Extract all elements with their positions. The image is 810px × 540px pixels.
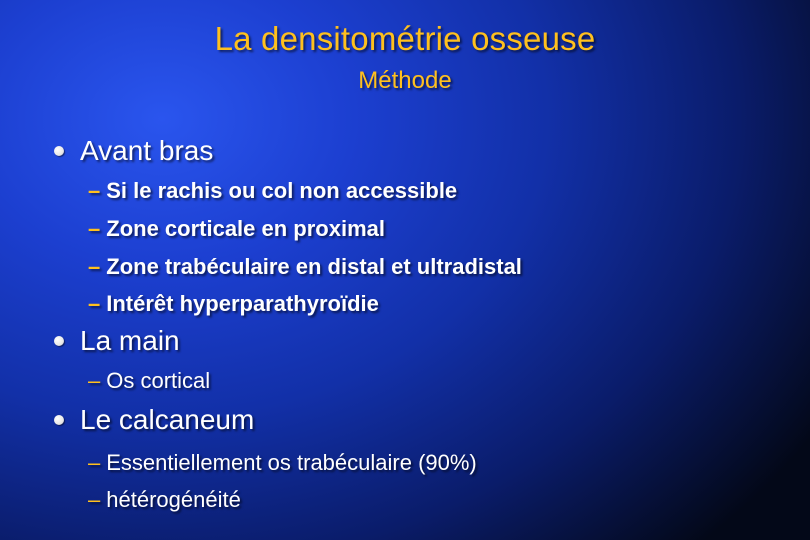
- sub-item-label: Si le rachis ou col non accessible: [106, 178, 458, 203]
- sub-item-label: Os cortical: [106, 368, 211, 393]
- dash-icon: –: [88, 216, 101, 241]
- bullet-dot-icon: [54, 415, 64, 425]
- dash-icon: –: [88, 487, 101, 512]
- sub-item-label: Zone corticale en proximal: [106, 216, 385, 241]
- sub-item: [88, 178, 457, 204]
- sub-item-label: hétérogénéité: [106, 487, 241, 512]
- sub-item: [88, 368, 210, 394]
- dash-icon: –: [88, 178, 101, 203]
- bullet-label: La main: [80, 325, 180, 356]
- bullet-label: Le calcaneum: [80, 404, 255, 435]
- bullet-avant-bras: [54, 135, 213, 167]
- sub-item-label: Zone trabéculaire en distal et ultradistal: [106, 254, 522, 279]
- slide-subtitle: Méthode: [358, 67, 452, 94]
- sub-item: [88, 254, 522, 280]
- bullet-la-main: [54, 325, 180, 357]
- bullet-dot-icon: [54, 146, 64, 156]
- sub-item: [88, 487, 241, 513]
- sub-item: [88, 291, 379, 317]
- bullet-label: Avant bras: [80, 135, 214, 166]
- bullet-le-calcaneum: [54, 404, 254, 436]
- sub-item-label: Essentiellement os trabéculaire (90%): [106, 450, 477, 475]
- dash-icon: –: [88, 254, 101, 279]
- sub-item-label: Intérêt hyperparathyroïdie: [106, 291, 379, 316]
- dash-icon: –: [88, 291, 101, 316]
- dash-icon: –: [88, 368, 101, 393]
- sub-item: [88, 450, 477, 476]
- dash-icon: –: [88, 450, 101, 475]
- bullet-dot-icon: [54, 336, 64, 346]
- sub-item: [88, 216, 385, 242]
- slide-title: La densitométrie osseuse: [214, 20, 596, 57]
